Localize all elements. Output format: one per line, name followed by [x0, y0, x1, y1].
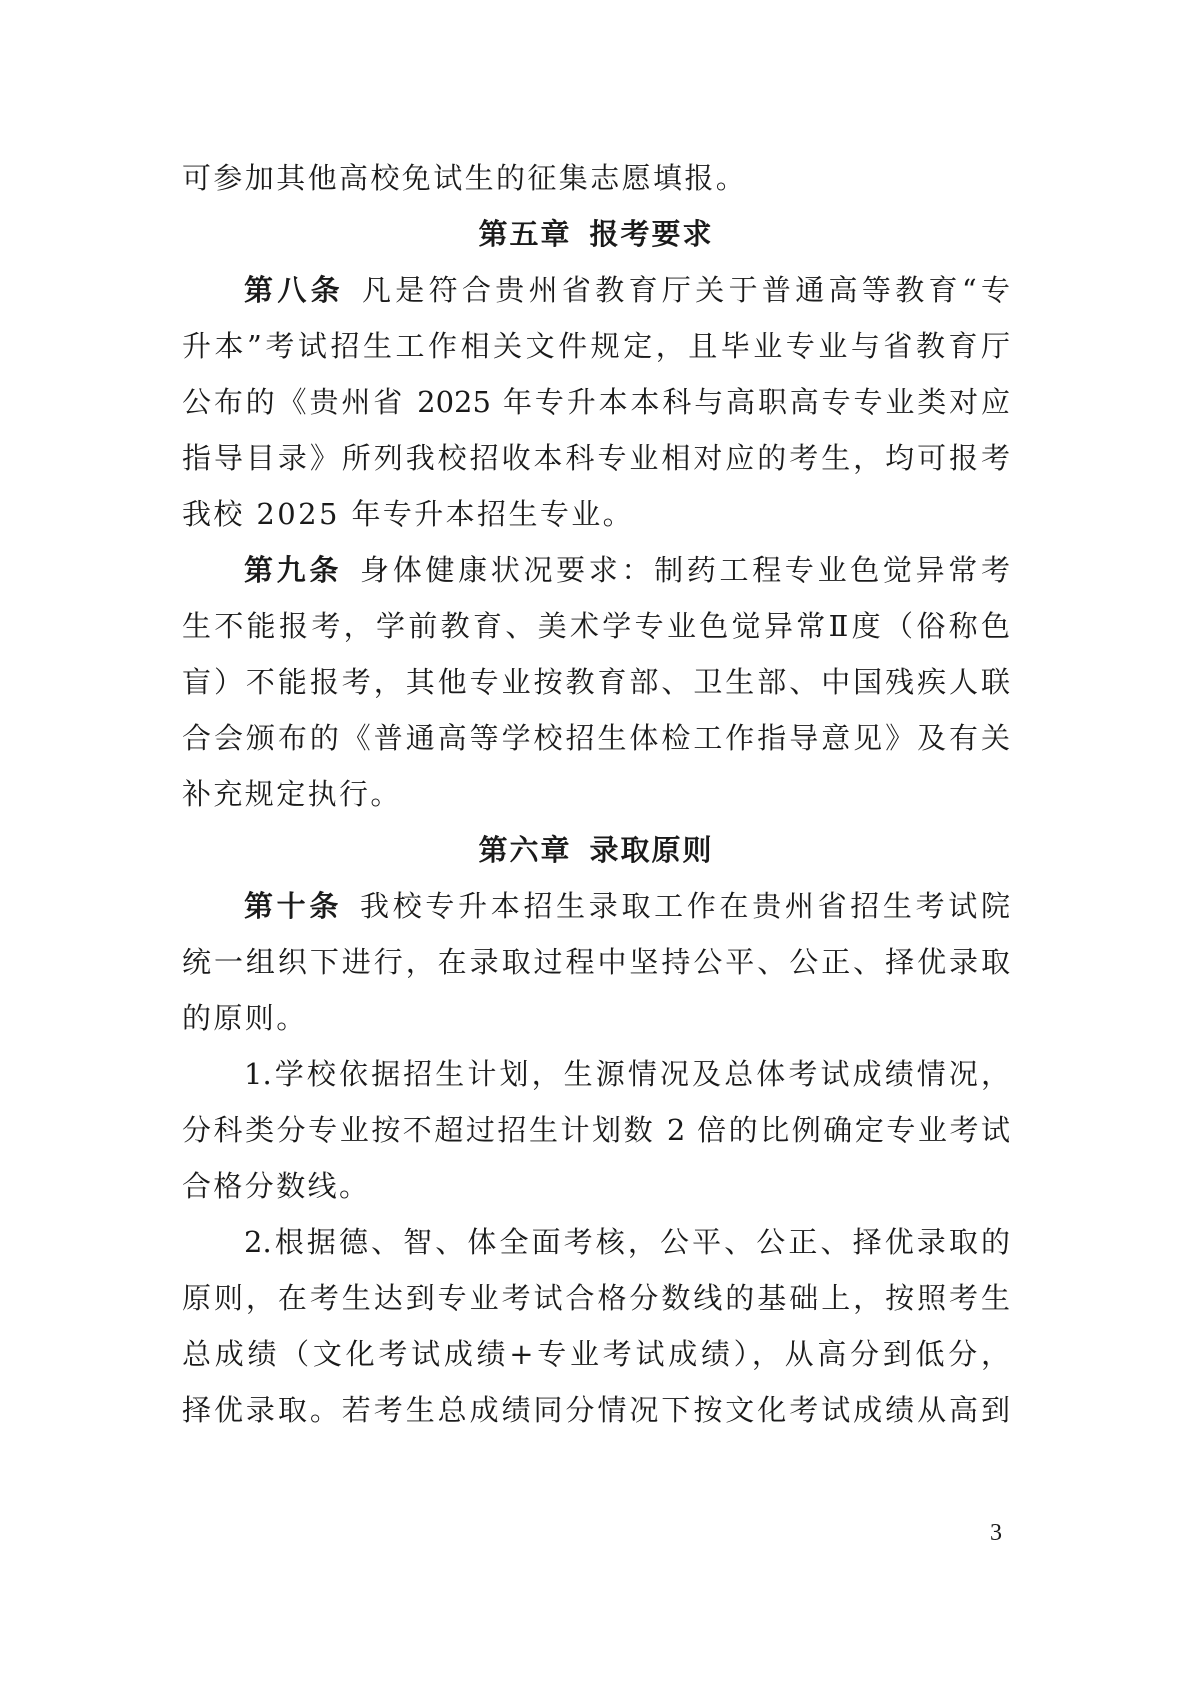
text-line: 合会颁布的《普通高等学校招生体检工作指导意见》及有关: [182, 721, 1010, 755]
article-number: 第八条: [244, 273, 344, 307]
article-number: 第九条: [244, 553, 343, 587]
text-line-wrapper: [182, 542, 1010, 598]
text-line: 生不能报考，学前教育、美术学专业色觉异常Ⅱ度（俗称色: [182, 609, 1010, 643]
document-body: [182, 150, 1010, 1438]
list-item: [182, 1046, 1010, 1214]
text-line: 分科类分专业按不超过招生计划数 2 倍的比例确定专业考试: [182, 1113, 1010, 1147]
text-line: 身体健康状况要求：制药工程专业色觉异常考: [360, 553, 1010, 587]
article-number: 第十条: [244, 889, 343, 923]
text-line: 统一组织下进行，在录取过程中坚持公平、公正、择优录取: [182, 945, 1010, 979]
text-line: 盲）不能报考，其他专业按教育部、卫生部、中国残疾人联: [182, 665, 1010, 699]
page-number: 3: [990, 1520, 1002, 1546]
chapter-heading: [182, 822, 1010, 878]
text-line-wrapper: [182, 878, 1010, 934]
chapter-title: 报考要求: [589, 217, 714, 251]
list-item: [182, 1214, 1010, 1438]
paragraph-continuation: [182, 150, 1010, 206]
text-line: 我校专升本招生录取工作在贵州省招生考试院: [360, 889, 1010, 923]
text-line: 1.学校依据招生计划，生源情况及总体考试成绩情况，: [244, 1057, 1010, 1091]
text-line-wrapper: [182, 262, 1010, 318]
text-line: 指导目录》所列我校招收本科专业相对应的考生，均可报考: [182, 441, 1010, 475]
chapter-number: 第六章: [478, 833, 572, 867]
text-line: 凡是符合贵州省教育厅关于普通高等教育“专: [361, 273, 1010, 307]
text-line: 补充规定执行。: [182, 777, 402, 811]
chapter-number: 第五章: [478, 217, 572, 251]
chapter-title: 录取原则: [589, 833, 714, 867]
text-line: 的原则。: [182, 1001, 308, 1035]
chapter-heading: [182, 206, 1010, 262]
text-line: 升本”考试招生工作相关文件规定，且毕业专业与省教育厅: [182, 329, 1010, 363]
article-9: [182, 542, 1010, 822]
article-10: [182, 878, 1010, 1046]
text-line: 原则，在考生达到专业考试合格分数线的基础上，按照考生: [182, 1281, 1010, 1315]
text-line: 公布的《贵州省 2025 年专升本本科与高职高专专业类对应: [182, 385, 1010, 419]
text-line: 我校 2025 年专升本招生专业。: [182, 497, 635, 531]
text-line: 择优录取。若考生总成绩同分情况下按文化考试成绩从高到: [182, 1393, 1010, 1427]
text-line: 总成绩（文化考试成绩+专业考试成绩），从高分到低分，: [182, 1337, 1010, 1371]
text-line: 2.根据德、智、体全面考核，公平、公正、择优录取的: [244, 1225, 1010, 1259]
article-8: [182, 262, 1010, 542]
text-line: 合格分数线。: [182, 1169, 371, 1203]
text-line: 可参加其他高校免试生的征集志愿填报。: [182, 161, 748, 195]
